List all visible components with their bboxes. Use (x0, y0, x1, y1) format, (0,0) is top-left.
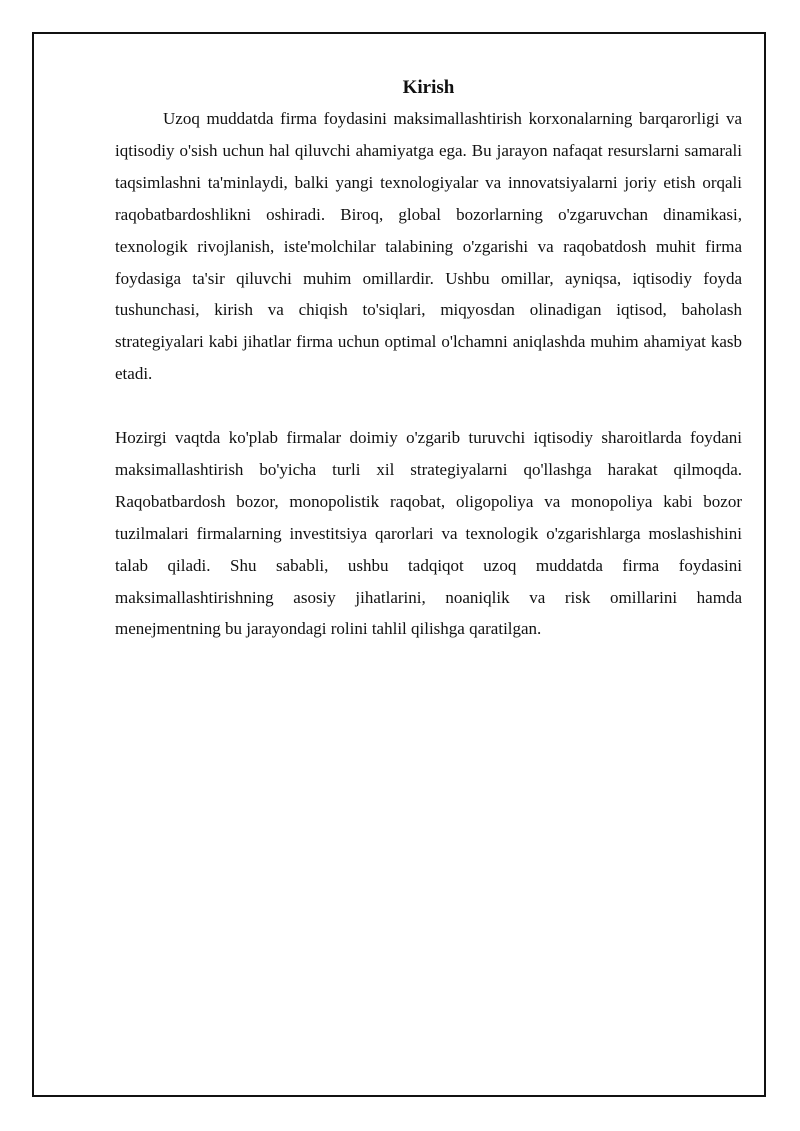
paragraph-second: Hozirgi vaqtda ko'plab firmalar doimiy o'zgarib turuvchi iqtisodiy sharoitlarda foydani maksimallashtirish bo'yicha turli xil strategiyalarni qo'llashga harakat qilmoqda. Raqobatbardosh bozor, monopolistik raqobat, oligopoliya va monopoliya kabi bozor tuzilmalari firmalarning investitsiya qarorlari va texnologik o'zgarishlarga moslashishini talab qiladi. Shu sababli, ushbu tadqiqot uzoq muddatda firma foydasini maksimallashtirishning asosiy jihatlarini, noaniqlik va risk omillarini hamda menejmentning bu jarayondagi rolini tahlil qilishga qaratilgan. (115, 428, 742, 639)
document-body (115, 73, 742, 645)
paragraph-spacer (115, 390, 742, 422)
paragraph-intro: Uzoq muddatda firma foydasini maksimallashtirish korxonalarning barqarorligi va iqtisodiy o'sish uchun hal qiluvchi ahamiyatga ega. Bu jarayon nafaqat resurslarni samarali taqsimlashni ta'minlaydi, balki yangi texnologiyalar va innovatsiyalarni joriy etish orqali raqobatbardoshlikni oshiradi. Biroq, global bozorlarning o'zgaruvchan dinamikasi, texnologik rivojlanish, iste'molchilar talabining o'zgarishi va raqobatdosh muhit firma foydasiga ta'sir qiluvchi muhim omillardir. Ushbu omillar, ayniqsa, iqtisodiy foyda tushunchasi, kirish va chiqish to'siqlari, miqyosdan olinadigan iqtisod, baholash strategiyalari kabi jihatlar firma uchun optimal o'lchamni aniqlashda muhim ahamiyat kasb etadi. (115, 109, 742, 384)
document-title: Kirish (402, 77, 455, 98)
